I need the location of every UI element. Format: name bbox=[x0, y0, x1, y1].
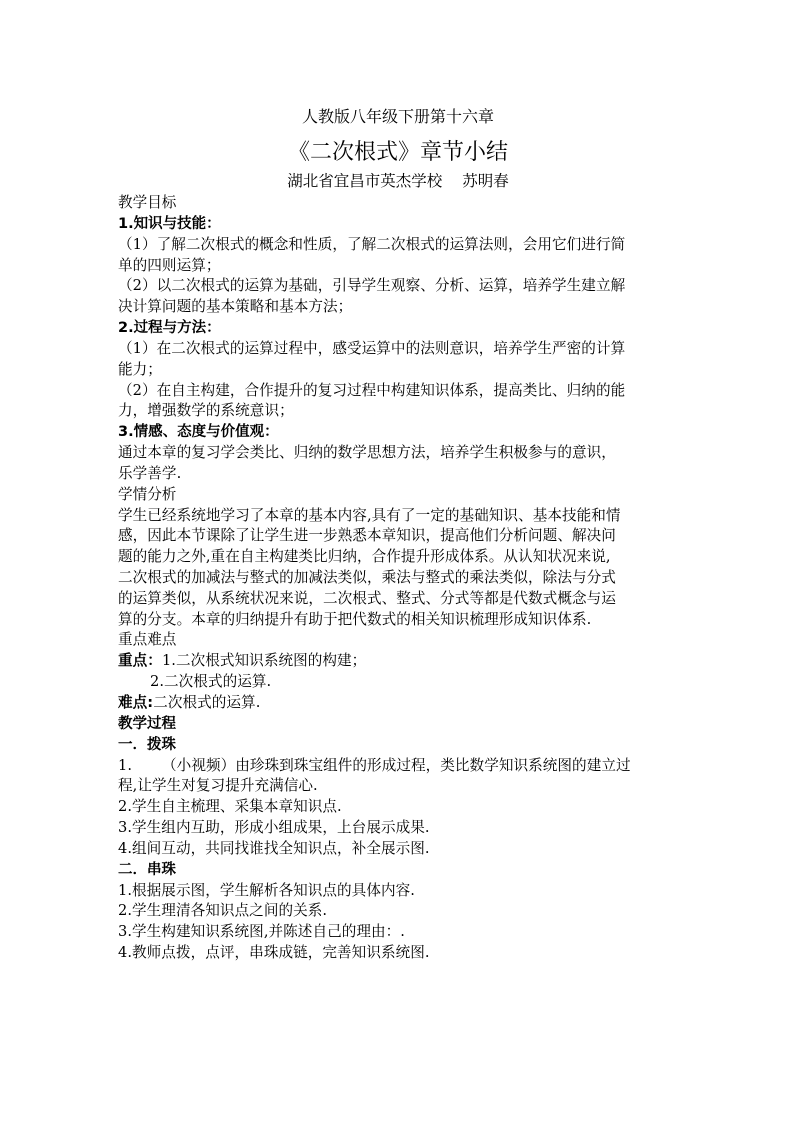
section-2-item-2: 2.学生理清各知识点之间的关系. bbox=[118, 902, 328, 920]
section-2-item-4: 4.教师点拨，点评，串珠成链，完善知识系统图. bbox=[118, 943, 430, 961]
emotion-values-title: 3.情感、态度与价值观： bbox=[118, 424, 279, 441]
goal-k1-line2: 单的四则运算； bbox=[118, 256, 221, 274]
analysis-line: 二次根式的加减法与整式的加减法类似，乘法与整式的乘法类似，除法与分式 bbox=[118, 568, 616, 586]
goal-p2-line1: （2）在自主构建，合作提升的复习过程中构建知识体系，提高类比、归纳的能 bbox=[118, 381, 626, 399]
difficult-point-line bbox=[118, 693, 678, 714]
section-1-item-2: 2.学生自主梳理、采集本章知识点. bbox=[118, 798, 342, 816]
key-difficult-heading: 重点难点 bbox=[118, 631, 177, 649]
difficult-point-text: 二次根式的运算. bbox=[153, 693, 261, 711]
knowledge-skills-title: 1.知识与技能： bbox=[118, 215, 221, 232]
teaching-process-heading: 教学过程 bbox=[118, 715, 176, 732]
analysis-line: 的运算类似，从系统状况来说，二次根式、整式、分式等都是代数式概念与运 bbox=[118, 589, 616, 607]
process-methods-title: 2.过程与方法： bbox=[118, 319, 221, 336]
section-1-item-4: 4.组间互动，共同找谁找全知识点，补全展示图. bbox=[118, 839, 430, 857]
goal-p1-line2: 能力； bbox=[118, 360, 162, 378]
school-name: 湖北省宜昌市英杰学校 bbox=[287, 172, 443, 190]
key-point-2: 2.二次根式的运算. bbox=[150, 672, 272, 690]
section-2-title: 二．串珠 bbox=[118, 861, 176, 878]
key-point-label: 重点： bbox=[118, 652, 162, 670]
key-point-line bbox=[118, 651, 678, 672]
key-point-1: 1.二次根式知识系统图的构建； bbox=[161, 652, 367, 670]
analysis-line: 题的能力之外,重在自主构建类比归纳，合作提升形成体系。从认知状况来说, bbox=[118, 548, 611, 566]
document-title: 《二次根式》章节小结 bbox=[287, 140, 508, 165]
document-page bbox=[118, 103, 678, 964]
goal-k2-line1: （2）以二次根式的运算为基础，引导学生观察、分析、运算，培养学生建立解 bbox=[118, 277, 626, 295]
section-1-item-1-line2: 程,让学生对复习提升充满信心. bbox=[118, 777, 318, 795]
goal-e1-line2: 乐学善学. bbox=[118, 464, 182, 482]
document-subtitle: 人教版八年级下册第十六章 bbox=[301, 107, 494, 126]
goal-p2-line2: 力，增强数学的系统意识； bbox=[118, 402, 294, 420]
goal-e1-line1: 通过本章的复习学会类比、归纳的数学思想方法，培养学生积极参与的意识， bbox=[118, 444, 616, 462]
item-text: （小视频）由珍珠到珠宝组件的形成过程，类比数学知识系统图的建立过 bbox=[162, 756, 631, 774]
section-1-item-3: 3.学生组内互助，形成小组成果，上台展示成果. bbox=[118, 818, 430, 836]
section-1-item-1-line1 bbox=[118, 756, 678, 777]
analysis-heading: 学情分析 bbox=[118, 485, 177, 503]
analysis-line: 学生已经系统地学习了本章的基本内容,具有了一定的基础知识、基本技能和情 bbox=[118, 506, 621, 524]
section-1-title: 一．拨珠 bbox=[118, 736, 176, 753]
section-2-item-1: 1.根据展示图，学生解析各知识点的具体内容. bbox=[118, 881, 415, 899]
goal-k2-line2: 决计算问题的基本策略和基本方法； bbox=[118, 298, 353, 316]
analysis-line: 算的分支。本章的归纳提升有助于把代数式的相关知识梳理形成知识体系. bbox=[118, 610, 592, 628]
section-2-item-3: 3.学生构建知识系统图,并陈述自己的理由：. bbox=[118, 923, 405, 941]
analysis-line: 感，因此本节课除了让学生进一步熟悉本章知识，提高他们分析问题、解决问 bbox=[118, 527, 616, 545]
author-name: 苏明春 bbox=[462, 172, 509, 190]
goal-p1-line1: （1）在二次根式的运算过程中，感受运算中的法则意识，培养学生严密的计算 bbox=[118, 339, 626, 357]
goal-k1-line1: （1）了解二次根式的概念和性质，了解二次根式的运算法则，会用它们进行简 bbox=[118, 235, 626, 253]
goals-heading: 教学目标 bbox=[118, 194, 177, 211]
author-line bbox=[118, 169, 678, 193]
difficult-point-label: 难点: bbox=[118, 693, 154, 711]
item-number: 1. bbox=[118, 756, 133, 774]
